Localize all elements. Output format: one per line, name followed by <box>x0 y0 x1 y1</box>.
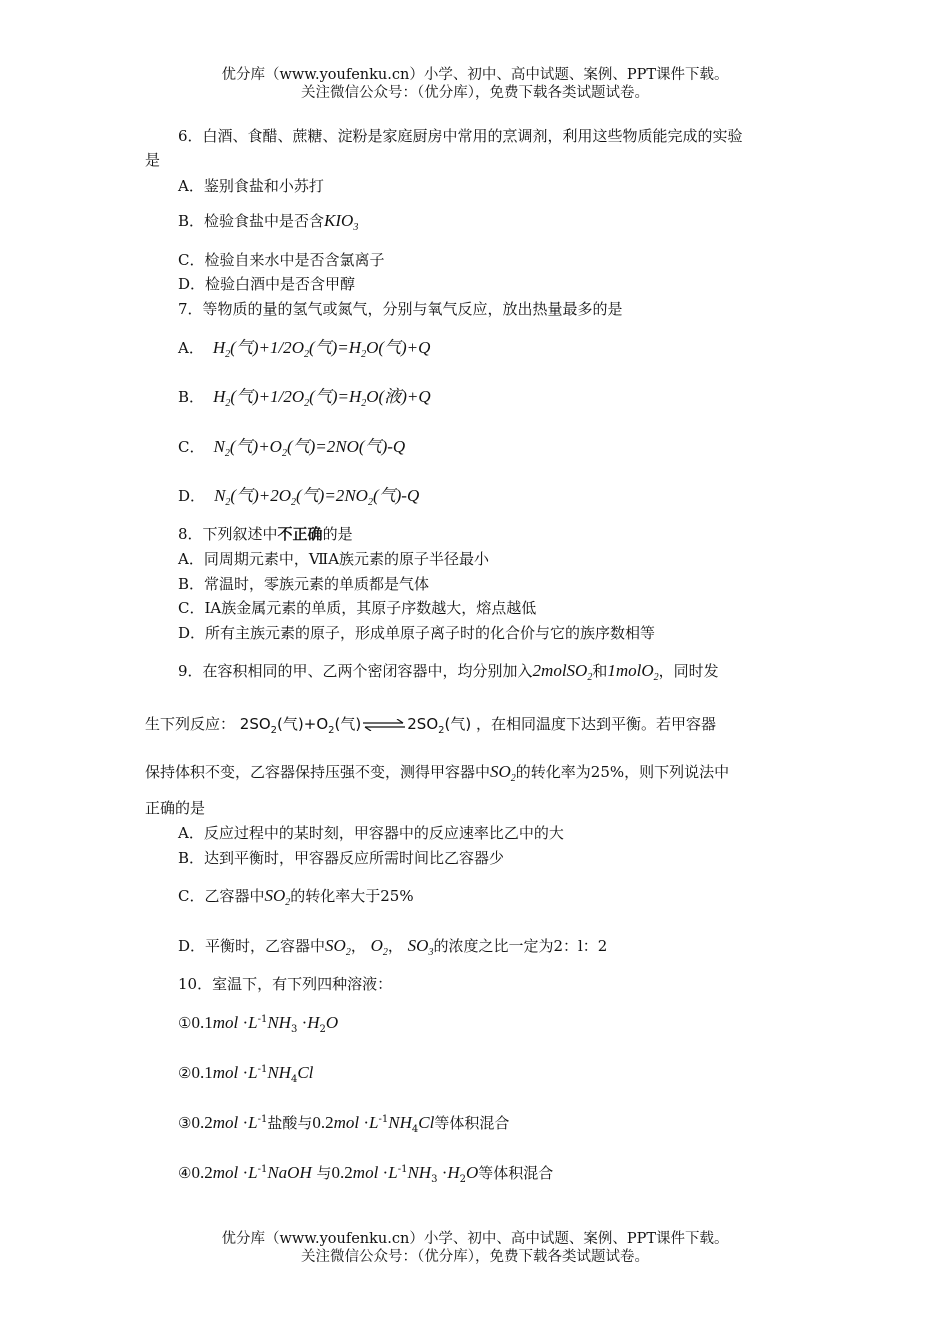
q9-option-b: B．达到平衡时，甲容器反应所需时间比乙容器少 <box>178 849 505 867</box>
q8-option-b: B．常温时，零族元素的单质都是气体 <box>178 575 430 593</box>
q9-amount-o2: 1molO$_2$ <box>607 661 659 683</box>
q7-option-a <box>178 338 430 365</box>
q7-option-d <box>178 486 419 513</box>
q8-option-c: C．IA族金属元素的单质，其原子序数越大，熔点越低 <box>178 599 537 617</box>
equilibrium-arrow-icon <box>363 719 405 731</box>
so2-formula: $SO_2$ <box>264 886 291 908</box>
q10-solution-3: ③0.2mol $\cdot L^{-1}$盐酸与$0.2mol \cdot L^{-1}NH_4Cl$等体积混合 <box>178 1113 510 1135</box>
q10-solution-2: ②0.1mol $\cdot L^{-1}NH_4Cl$ <box>178 1063 314 1085</box>
q7-c-label: C． <box>178 438 205 456</box>
q8-stem: 8．下列叙述中不正确的是 <box>178 525 353 543</box>
so2-formula: $SO_2$ <box>325 936 351 958</box>
q10-solution-1: ①0.1mol $\cdot L^{-1}NH_3 \cdot H_2O$ <box>178 1013 339 1035</box>
q6-option-b-text: B．检验食盐中是否含 <box>178 212 325 230</box>
q9-stem-2: 生下列反应： $2SO_2$(气)$+O_2$(气) $2SO_2$(气) ，在相同温度下达到平衡。若甲容器 <box>145 715 717 736</box>
q9-option-c: C．乙容器中$SO_2$的转化率大于25% <box>178 886 414 908</box>
q10-solution-4: ④0.2mol $\cdot L^{-1}NaOH$ 与$0.2mol \cdot L^{-1}NH_3 \cdot H_2O$等体积混合 <box>178 1163 554 1185</box>
q7-stem: 7．等物质的量的氢气或氮气，分别与氧气反应，放出热量最多的是 <box>178 300 623 318</box>
kio3-formula: $KIO_3$ <box>324 211 359 233</box>
q10-stem: 10．室温下，有下列四种溶液： <box>178 975 393 993</box>
q6-option-b <box>178 211 358 238</box>
q7-b-label: B． <box>178 388 205 406</box>
q9-stem-4: 正确的是 <box>145 799 206 817</box>
q9-option-a: A．反应过程中的某时刻，甲容器中的反应速率比乙中的大 <box>178 824 564 842</box>
header-line-1: 优分库（www.youfenku.cn）小学、初中、高中试题、案例、PPT课件下载。 <box>221 67 729 83</box>
footer-line-1: 优分库（www.youfenku.cn）小学、初中、高中试题、案例、PPT课件下载。 <box>221 1231 729 1247</box>
q8-option-d: D．所有主族元素的原子，形成单原子离子时的化合价与它的族序数相等 <box>178 624 656 642</box>
q9-reaction-equation: $2SO_2$(气)$+O_2$(气) $2SO_2$(气) <box>239 715 477 736</box>
q9-option-d: D．平衡时，乙容器中$SO_2$， $O_2$， $SO_3$的浓度之比一定为2：l：2 <box>178 936 608 958</box>
q9-stem-3: 保持体积不变，乙容器保持压强不变，测得甲容器中$SO_2$的转化率为25%，则下列说法中 <box>145 762 730 784</box>
q7-c-equation: $N_2$(气)$+O_2$(气)=2NO(气)-Q <box>209 437 406 459</box>
q7-d-equation: $N_2$(气)$+2O_2$(气)$=2NO_2$(气)-Q <box>209 486 420 508</box>
q6-option-d: D．检验白酒中是否含甲醇 <box>178 275 356 293</box>
q7-a-equation: $H_2$(气)$+1/2O_2$(气)$=H_2O$(气)+Q <box>208 338 431 360</box>
q6-stem-2: 是 <box>145 151 161 169</box>
q7-b-equation: $H_2$(气)$+1/2O_2$(气)$=H_2O$(液)+Q <box>208 387 431 409</box>
q7-a-label: A． <box>178 339 204 357</box>
q7-d-label: D． <box>178 487 206 505</box>
q8-option-a: A．同周期元素中，ⅦA族元素的原子半径最小 <box>178 550 490 568</box>
q9-stem-1: 9．在容积相同的甲、乙两个密闭容器中，均分别加入2molSO$_2$和1molO$_2$，同时发 <box>178 661 719 683</box>
o2-formula: $O_2$ <box>370 936 388 958</box>
q6-stem-1: 6．白酒、食醋、蔗糖、淀粉是家庭厨房中常用的烹调剂，利用这些物质能完成的实验 <box>178 127 743 145</box>
so2-formula: $SO_2$ <box>490 762 516 784</box>
q6-option-a: A．鉴别食盐和小苏打 <box>178 177 324 195</box>
q9-amount-so2: 2molSO$_2$ <box>532 661 593 683</box>
q7-option-c <box>178 437 405 464</box>
so3-formula: $SO_3$ <box>407 936 434 958</box>
header-line-2: 关注微信公众号：（优分库），免费下载各类试题试卷。 <box>301 85 649 101</box>
q7-option-b <box>178 387 431 414</box>
q6-option-c: C．检验自来水中是否含氯离子 <box>178 251 385 269</box>
footer-line-2: 关注微信公众号：（优分库），免费下载各类试题试卷。 <box>301 1249 649 1265</box>
q8-emphasis: 不正确 <box>277 525 323 543</box>
